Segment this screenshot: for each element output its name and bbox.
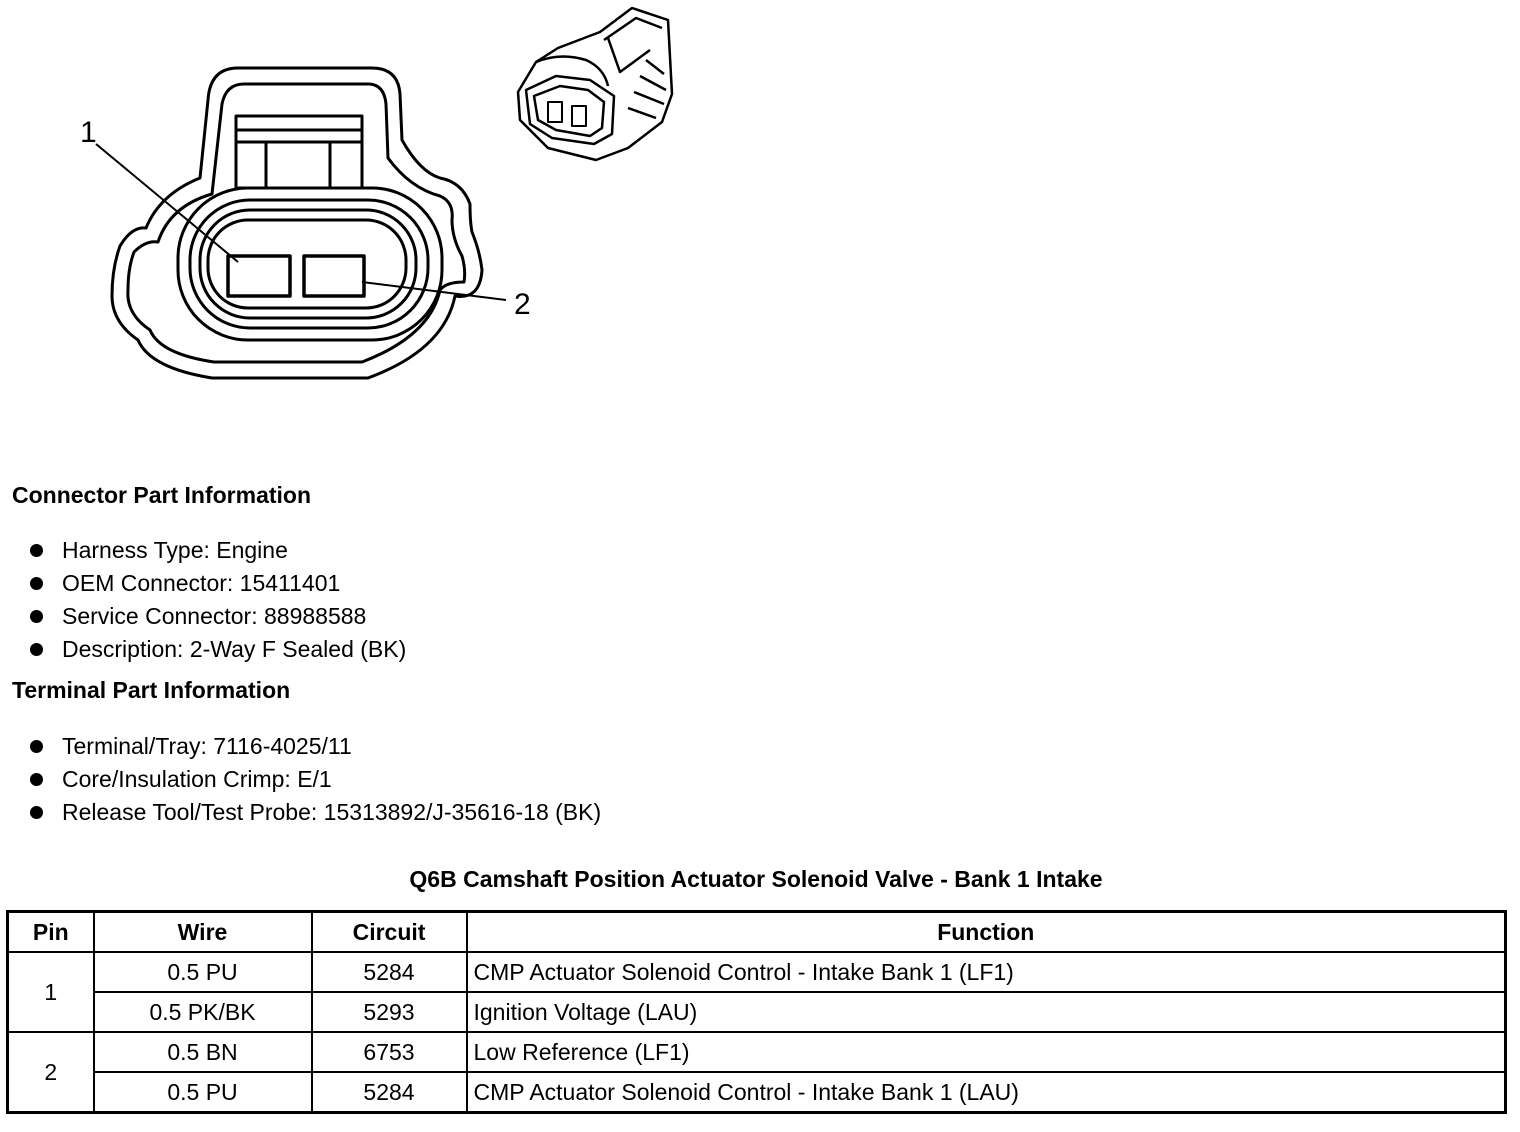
table-row (8, 1032, 1506, 1072)
list-item: Harness Type: Engine (26, 534, 406, 567)
connector-diagram (0, 0, 1520, 440)
function-column-header: Function (467, 912, 1506, 953)
function-cell: CMP Actuator Solenoid Control - Intake Bank 1 (LF1) (467, 952, 1506, 992)
pinout-table (6, 910, 1507, 1114)
function-cell: Ignition Voltage (LAU) (467, 992, 1506, 1032)
bullet-icon (30, 577, 43, 590)
table-header-row (8, 912, 1506, 953)
bullet-icon (30, 643, 43, 656)
wire-cell: 0.5 PU (94, 952, 312, 992)
pin-cell: 2 (8, 1032, 94, 1113)
bullet-icon (30, 610, 43, 623)
bullet-icon (30, 806, 43, 819)
bullet-icon (30, 544, 43, 557)
pinout-table-title: Q6B Camshaft Position Actuator Solenoid Valve - Bank 1 Intake (409, 866, 1103, 892)
wire-cell: 0.5 BN (94, 1032, 312, 1072)
list-item: Core/Insulation Crimp: E/1 (26, 763, 601, 796)
wire-cell: 0.5 PK/BK (94, 992, 312, 1032)
connector-part-info-list (26, 534, 406, 666)
function-cell: Low Reference (LF1) (467, 1032, 1506, 1072)
connector-part-info-heading: Connector Part Information (12, 482, 312, 508)
pin-2-callout: 2 (514, 288, 531, 321)
table-row (8, 992, 1506, 1032)
list-item: Service Connector: 88988588 (26, 600, 406, 633)
circuit-cell: 6753 (312, 1032, 467, 1072)
circuit-cell: 5284 (312, 1072, 467, 1113)
circuit-cell: 5293 (312, 992, 467, 1032)
circuit-cell: 5284 (312, 952, 467, 992)
table-row (8, 1072, 1506, 1113)
wire-column-header: Wire (94, 912, 312, 953)
list-item: Terminal/Tray: 7116-4025/11 (26, 730, 601, 763)
pin-column-header: Pin (8, 912, 94, 953)
pin-1-callout: 1 (80, 116, 97, 149)
wire-cell: 0.5 PU (94, 1072, 312, 1113)
terminal-part-info-list (26, 730, 601, 829)
circuit-column-header: Circuit (312, 912, 467, 953)
list-item: OEM Connector: 15411401 (26, 567, 406, 600)
pin-cell: 1 (8, 952, 94, 1032)
bullet-icon (30, 740, 43, 753)
function-cell: CMP Actuator Solenoid Control - Intake Bank 1 (LAU) (467, 1072, 1506, 1113)
terminal-part-info-heading: Terminal Part Information (12, 677, 291, 703)
list-item: Description: 2-Way F Sealed (BK) (26, 633, 406, 666)
connector-isometric-drawing (518, 8, 672, 160)
bullet-icon (30, 773, 43, 786)
connector-face-drawing (0, 0, 1520, 440)
table-row (8, 952, 1506, 992)
list-item: Release Tool/Test Probe: 15313892/J-35616-18 (BK) (26, 796, 601, 829)
